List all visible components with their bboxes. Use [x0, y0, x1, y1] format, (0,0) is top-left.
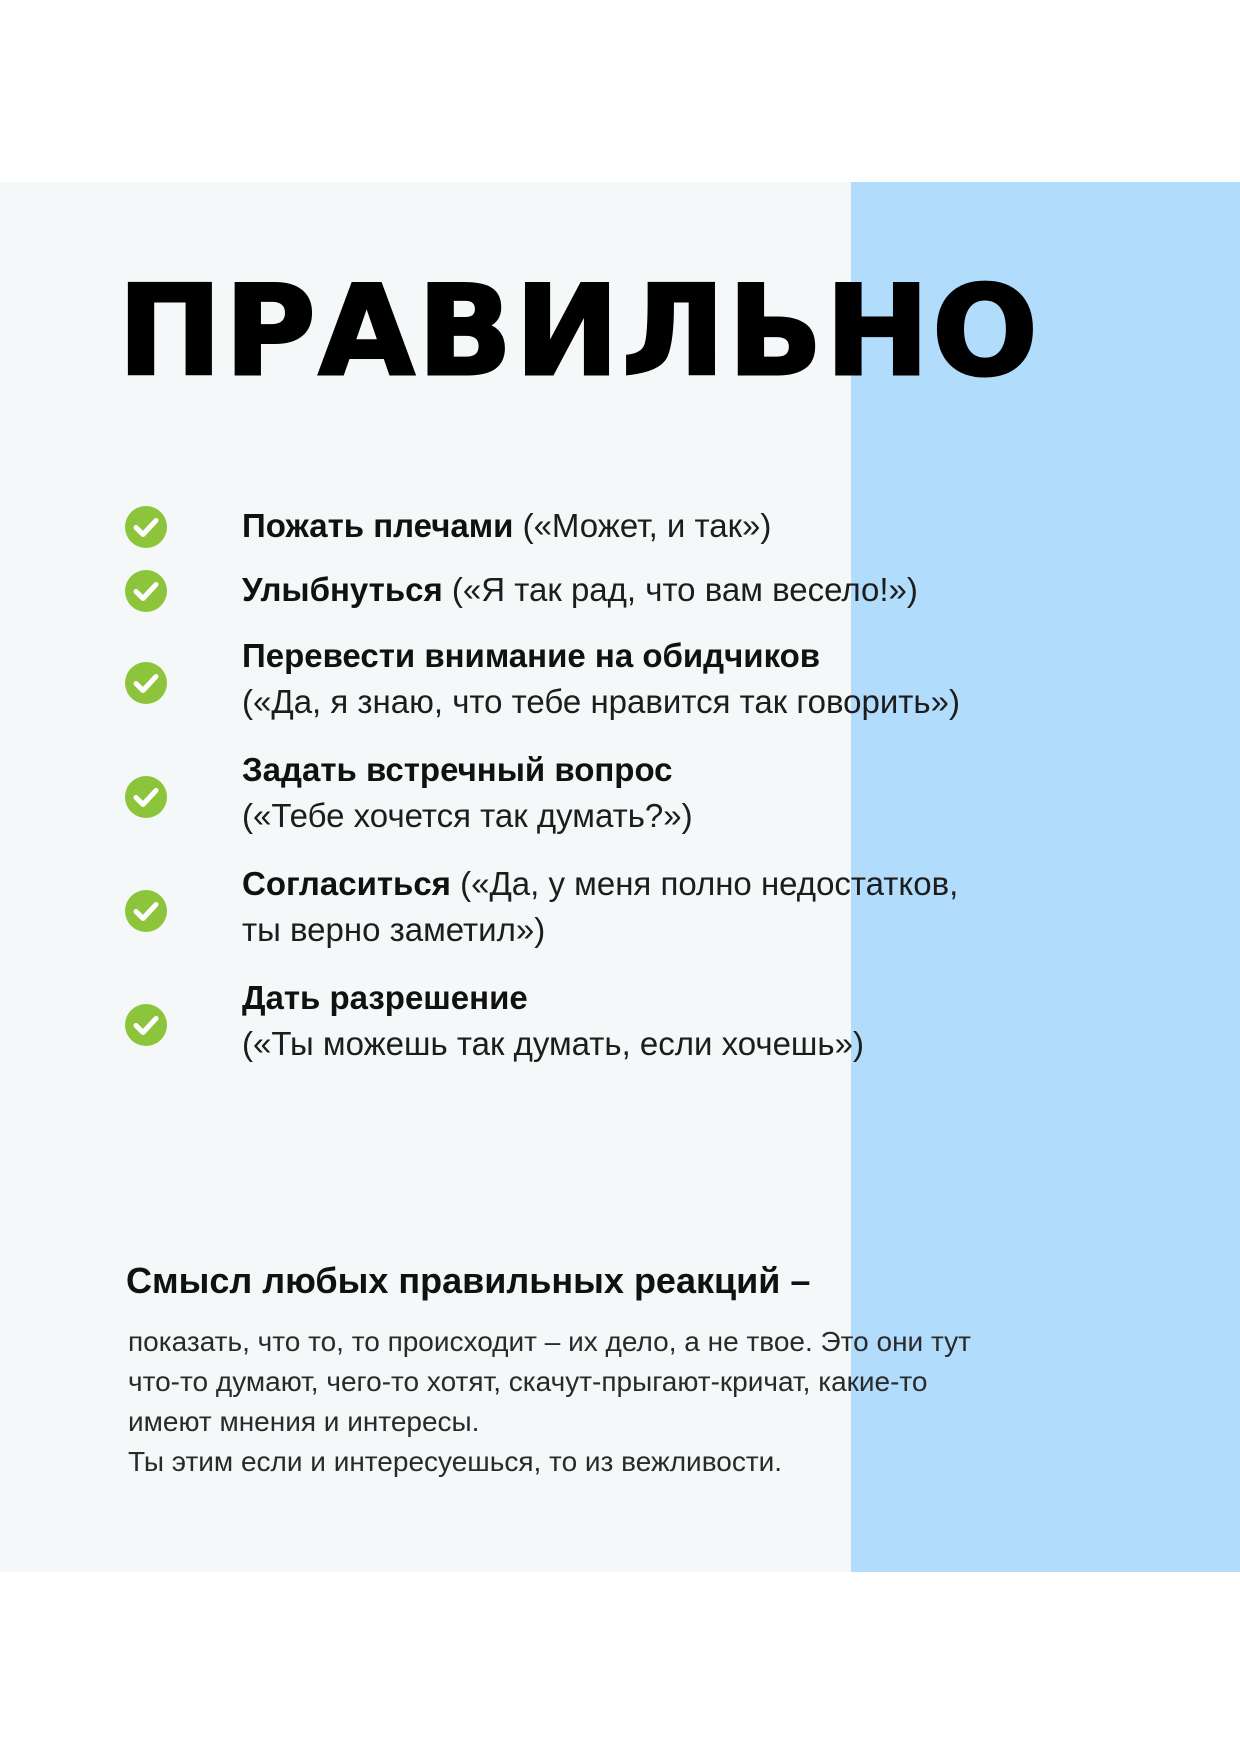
footer-line: имеют мнения и интересы.: [128, 1406, 480, 1437]
footer-paragraph: [128, 1322, 1128, 1482]
check-circle-icon: [125, 1004, 167, 1046]
list-item-text: [242, 861, 1142, 953]
content-card: [0, 182, 1240, 1572]
footer-heading: Смысл любых правильных реакций –: [126, 1260, 811, 1301]
check-circle-icon: [125, 570, 167, 612]
check-circle-icon: [125, 662, 167, 704]
list-item-label: Задать встречный вопрос: [242, 751, 673, 788]
list-item-label: Пожать плечами: [242, 507, 514, 544]
list-item-quote-start: («Да, у меня полно недостатков,: [450, 865, 959, 902]
check-circle-icon: [125, 776, 167, 818]
list-item-quote: («Ты можешь так думать, если хочешь»): [242, 1025, 864, 1062]
footer-line: показать, что то, то происходит – их дело, а не твое. Это они тут: [128, 1326, 971, 1357]
page-title: ПРАВИЛЬНО: [118, 260, 1041, 404]
list-item-quote: («Да, я знаю, что тебе нравится так говорить»): [242, 683, 960, 720]
footer-line: что-то думают, чего-то хотят, скачут-прыгают-кричат, какие-то: [128, 1366, 928, 1397]
list-item-quote: («Я так рад, что вам весело!»): [442, 571, 918, 608]
list-item-label: Улыбнуться: [242, 571, 443, 608]
list-item-label: Дать разрешение: [242, 979, 528, 1016]
list-item-label: Согласиться: [242, 865, 451, 902]
footer-line: Ты этим если и интересуешься, то из вежливости.: [128, 1446, 783, 1477]
list-item-text: [242, 503, 1142, 549]
list-item-quote: («Может, и так»): [513, 507, 772, 544]
check-circle-icon: [125, 890, 167, 932]
list-item-text: [242, 633, 1142, 725]
list-item-text: [242, 747, 1142, 839]
list-item-text: [242, 567, 1142, 613]
list-item-label: Перевести внимание на обидчиков: [242, 637, 821, 674]
check-circle-icon: [125, 506, 167, 548]
list-item-quote-end: ты верно заметил»): [242, 911, 546, 948]
list-item-quote: («Тебе хочется так думать?»): [242, 797, 693, 834]
list-item-text: [242, 975, 1142, 1067]
